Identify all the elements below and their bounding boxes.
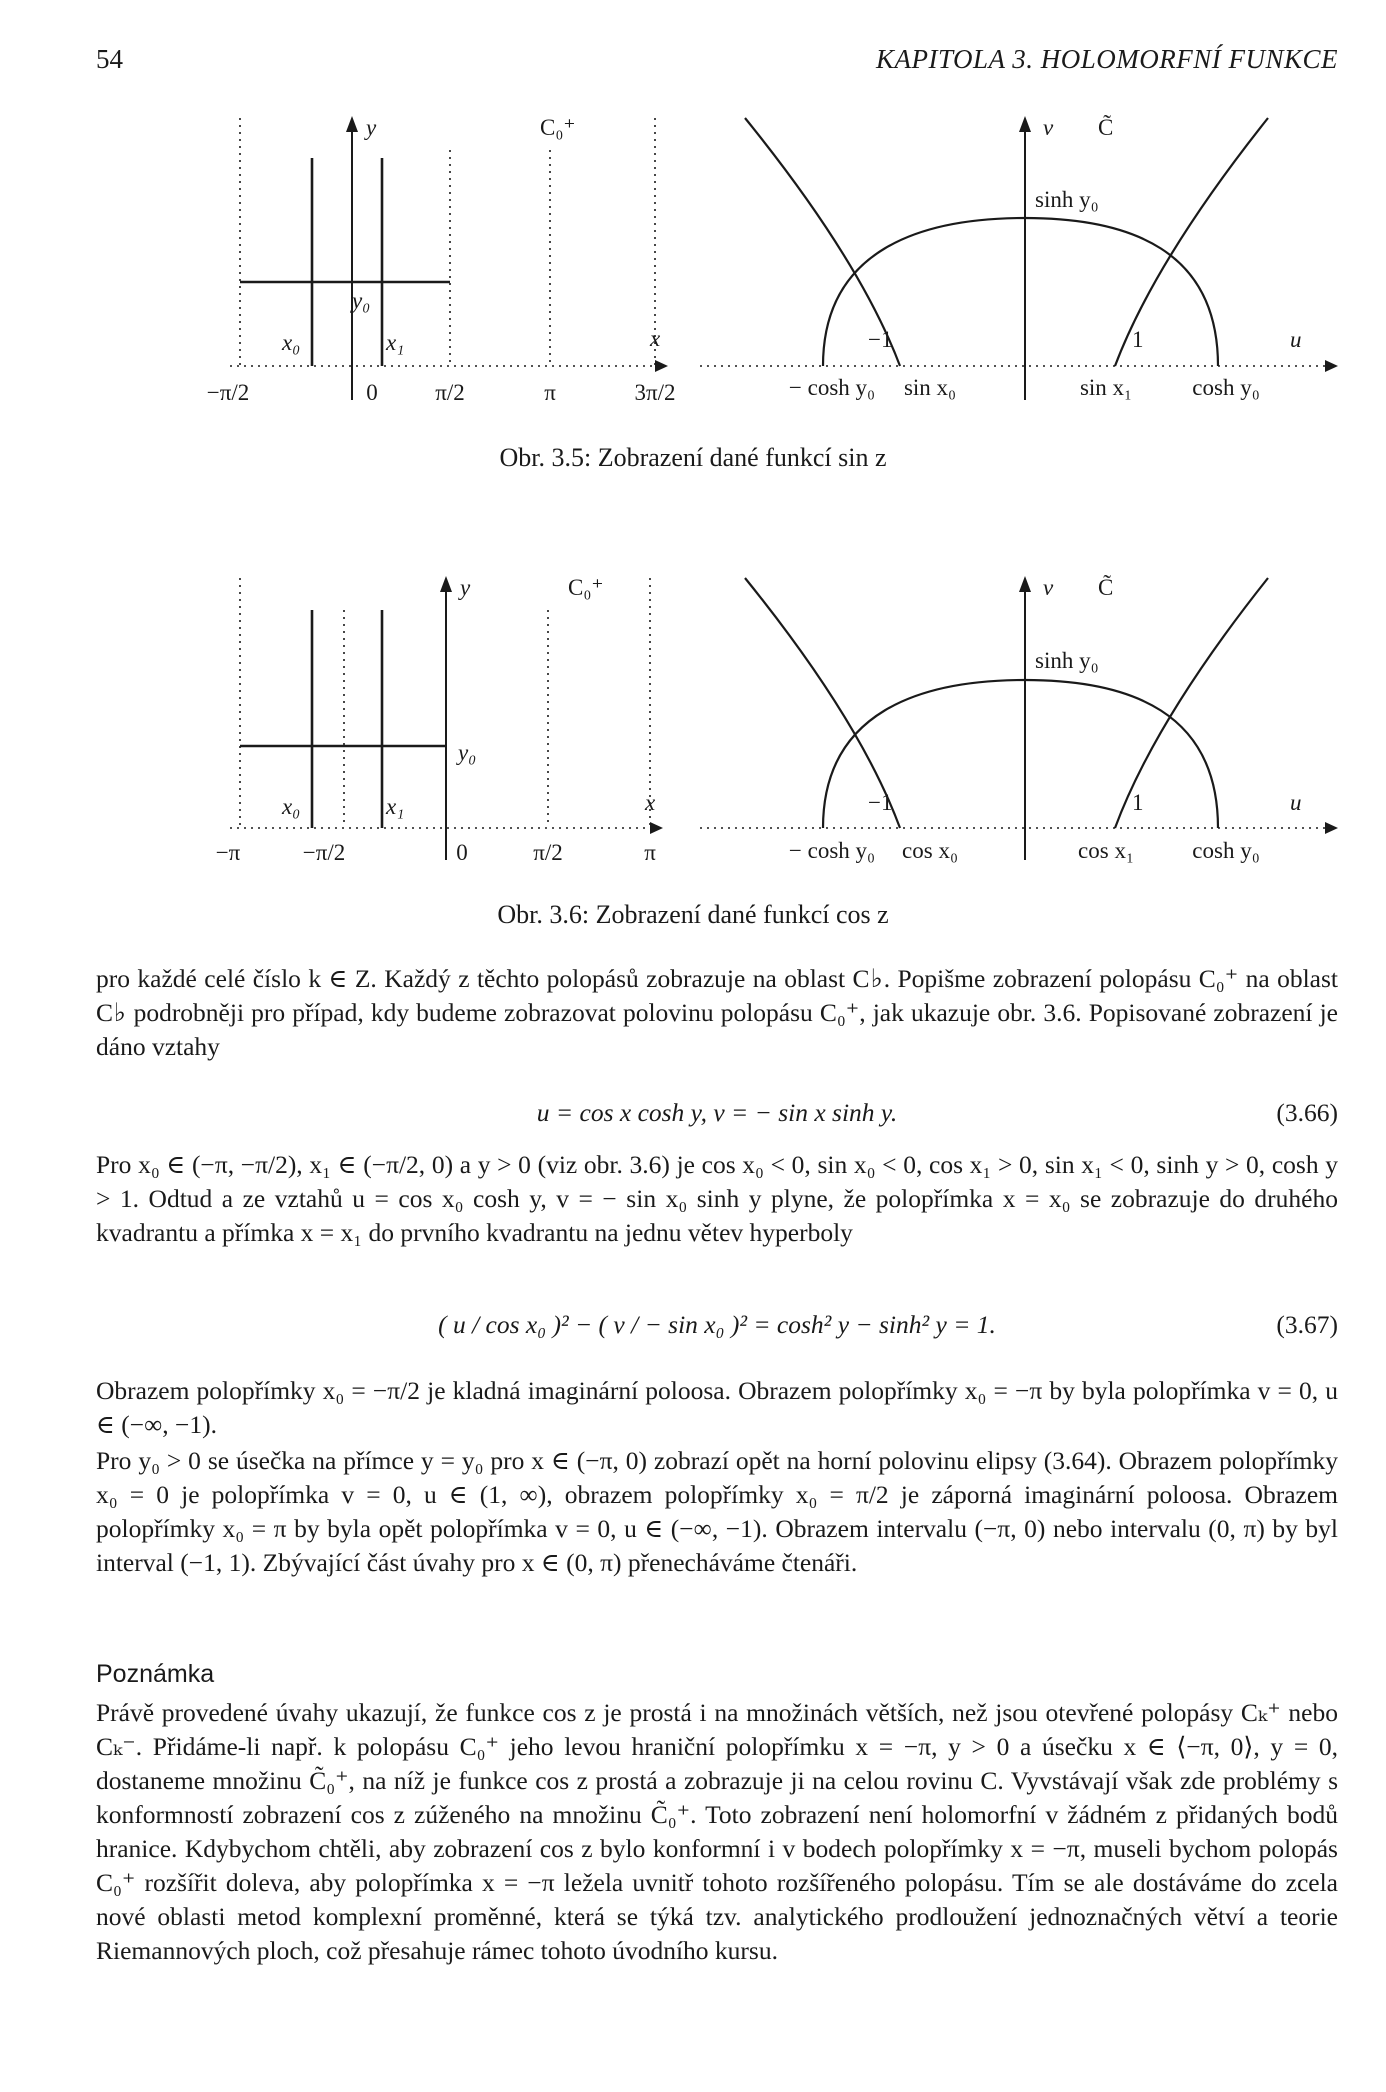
x-axis-arrow-icon [650, 822, 663, 834]
region-label: C₀⁺ [540, 115, 576, 140]
paragraph: pro každé celé číslo k ∈ Z. Každý z těchto polopásů zobrazuje na oblast C♭. Popišme zobrazení polopásu C₀⁺ na oblast C♭ podrobněji pro případ, kdy budeme zobrazovat polovinu polopásu C₀⁺, jak ukazuje obr. 3.6. Popisované zobrazení je dáno vztahy [96, 964, 1338, 1061]
figure-caption: Obr. 3.5: Zobrazení dané funkcí sin z [499, 443, 887, 472]
tick-label: −π/2 [206, 380, 250, 405]
label-y0: y₀ [352, 288, 371, 313]
section-heading: Poznámka [96, 1660, 215, 1688]
tick-label: π [544, 380, 556, 405]
equation: ( u / cos x₀ )² − ( v / − sin x₀ )² = cosh² y − sinh² y = 1. [438, 1310, 996, 1339]
axis-label-y: y [460, 575, 471, 600]
tick-label: 0 [456, 840, 468, 865]
tick-label: π/2 [435, 380, 465, 405]
tick-label: 0 [366, 380, 378, 405]
label-x1: x₁ [386, 794, 405, 819]
equation-3-67 [96, 1310, 1338, 1344]
tick-label: −π [215, 840, 241, 865]
figure-3-5 [0, 110, 1386, 490]
region-label: C̃ [1098, 575, 1114, 600]
region-label: C₀⁺ [568, 575, 604, 600]
u-axis-arrow-icon [1325, 822, 1338, 834]
y-axis-arrow-icon [440, 576, 452, 592]
paragraph: Pro x₀ ∈ (−π, −π/2), x₁ ∈ (−π/2, 0) a y > 0 (viz obr. 3.6) je cos x₀ < 0, sin x₀ < 0, cos x₁ > 0, sin x₁ < 0, sinh y > 0, cosh y > 1. Odtud a ze vztahů u = cos x₀ cosh y, v = − sin x₀ sinh y plyne, že polopřímka x = x₀ se zobrazuje do druhého kvadrantu a přímka x = x₁ do prvního kvadrantu na jednu větev hyperboly [96, 1150, 1338, 1247]
tick-label: π [644, 840, 656, 865]
label-minus-one: −1 [868, 790, 893, 815]
axis-label-v: v [1043, 115, 1054, 140]
label-sinh-y0: sinh y₀ [1035, 648, 1099, 673]
figure-3-6-diagram [0, 570, 1386, 940]
tick-label: cos x₀ [902, 838, 958, 863]
paragraph: Pro y₀ > 0 se úsečka na přímce y = y₀ pro x ∈ (−π, 0) zobrazí opět na horní polovinu elipsy (3.64). Obrazem polopřímky x₀ = 0 je polopřímka v = 0, u ∈ (1, ∞), obrazem polopřímky x₀ = π/2 je záporná imaginární poloosa. Obrazem polopřímky x₀ = π by byla opět polopřímka v = 0, u ∈ (−∞, −1). Obrazem intervalu (−π, 0) nebo intervalu (0, π) by byl interval (−1, 1). Zbývající část úvahy pro x ∈ (0, π) přenecháváme čtenáři. [96, 1446, 1338, 1577]
figure-3-6 [0, 570, 1386, 940]
tick-label: −π/2 [302, 840, 346, 865]
tick-label: − cosh y₀ [788, 838, 876, 863]
tick-label: sin x₀ [903, 375, 957, 400]
y-axis-arrow-icon [346, 116, 358, 132]
figure-caption: Obr. 3.6: Zobrazení dané funkcí cos z [497, 900, 889, 929]
axis-label-v: v [1043, 575, 1054, 600]
tick-label: cosh y₀ [1192, 838, 1260, 863]
axis-label-u: u [1290, 790, 1302, 815]
axis-label-u: u [1290, 327, 1302, 352]
figure-3-5-diagram [0, 110, 1386, 490]
equation: u = cos x cosh y, v = − sin x sinh y. [536, 1098, 898, 1127]
paragraph: Právě provedené úvahy ukazují, že funkce cos z je prostá i na množinách větších, než jsou otevřené polopásy Cₖ⁺ nebo Cₖ⁻. Přidáme-li např. k polopásu C₀⁺ jeho levou hraniční polopřímku x = −π, y > 0 a úsečku x ∈ ⟨−π, 0⟩, y = 0, dostaneme množinu C̃₀⁺, na níž je funkce cos z prostá a zobrazuje ji na celou rovinu C. Vyvstávají však zde problémy s konformností zobrazení cos z zúženého na množinu C̃₀⁺. Toto zobrazení není holomorfní v žádném z přidaných bodů hranice. Kdybychom chtěli, aby zobrazení cos z bylo konformní i v bodech polopřímky x = −π, museli bychom polopás C₀⁺ rozšířit doleva, aby polopřímka x = −π ležela uvnitř tohoto rozšířeného polopásu. Tím se ale dostáváme do zcela nové oblasti metod komplexní proměnné, která se týká tzv. analytického prodloužení jednoznačných větví a teorie Riemannových ploch, což přesahuje rámec tohoto úvodního kursu. [96, 1698, 1338, 1965]
u-axis-arrow-icon [1325, 360, 1338, 372]
label-x1: x₁ [386, 330, 405, 355]
x-axis-arrow-icon [655, 360, 668, 372]
label-one: 1 [1132, 327, 1144, 352]
paragraph: Obrazem polopřímky x₀ = −π/2 je kladná imaginární poloosa. Obrazem polopřímky x₀ = −π by byla polopřímka v = 0, u ∈ (−∞, −1). [96, 1376, 1338, 1439]
axis-label-x: x [650, 326, 661, 351]
label-y0: y₀ [458, 740, 477, 765]
running-head: KAPITOLA 3. HOLOMORFNÍ FUNKCE [875, 44, 1338, 74]
tick-label: cos x₁ [1078, 838, 1134, 863]
label-x0: x₀ [282, 794, 301, 819]
label-one: 1 [1132, 790, 1144, 815]
axis-label-y: y [366, 115, 377, 140]
tick-label: − cosh y₀ [788, 375, 876, 400]
v-axis-arrow-icon [1019, 576, 1031, 592]
tick-label: sin x₁ [1079, 375, 1133, 400]
equation-number: (3.67) [1276, 1310, 1338, 1339]
label-sinh-y0: sinh y₀ [1035, 187, 1099, 212]
v-axis-arrow-icon [1019, 116, 1031, 132]
region-label: C̃ [1098, 115, 1114, 140]
page-number: 54 [96, 44, 123, 74]
label-x0: x₀ [282, 330, 301, 355]
label-minus-one: −1 [868, 327, 893, 352]
tick-label: cosh y₀ [1192, 375, 1260, 400]
tick-label: π/2 [533, 840, 563, 865]
tick-label: 3π/2 [634, 380, 676, 405]
axis-label-x: x [645, 790, 656, 815]
equation-number: (3.66) [1276, 1098, 1338, 1127]
equation-3-66 [96, 1098, 1338, 1132]
